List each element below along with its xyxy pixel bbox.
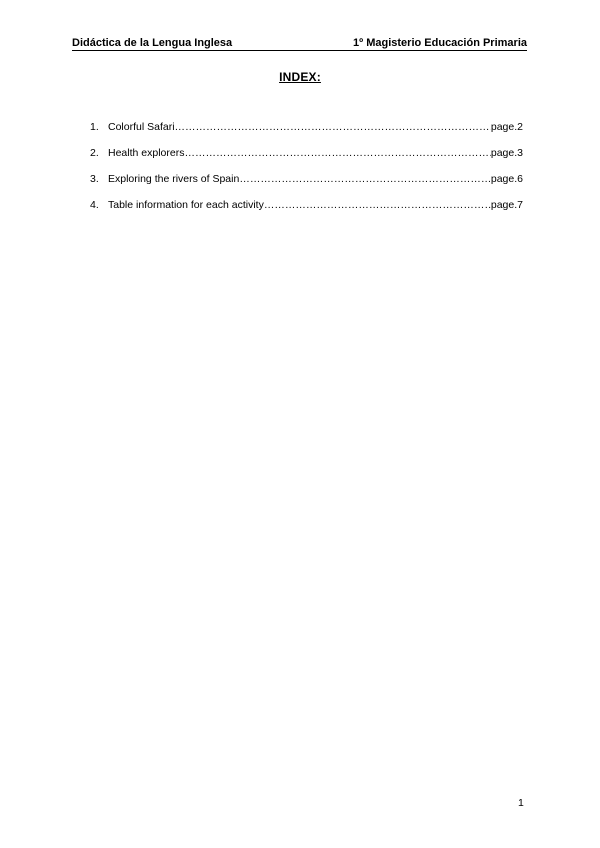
toc-item-page: page.7 <box>490 199 523 211</box>
page-number: 1 <box>518 797 524 809</box>
toc-item-page: page.3 <box>490 147 523 159</box>
toc-item-number: 2. <box>90 147 99 159</box>
toc-item <box>90 199 523 225</box>
toc-leader-dots <box>239 173 491 186</box>
toc-leader-dots <box>264 199 491 212</box>
header-course-title: Didáctica de la Lengua Inglesa <box>72 37 233 49</box>
page-header <box>72 36 527 51</box>
toc-leader-dots <box>175 121 491 134</box>
header-program-title: 1º Magisterio Educación Primaria <box>353 37 527 49</box>
toc-item-page: page.6 <box>490 173 523 185</box>
toc-item-number: 4. <box>90 199 99 211</box>
toc-item-text: Colorful Safari <box>108 121 175 133</box>
toc-item <box>90 173 523 199</box>
toc-item-text: Health explorers <box>108 147 185 159</box>
toc-item-text: Table information for each activity <box>108 199 264 211</box>
toc-item-text: Exploring the rivers of Spain <box>108 173 240 185</box>
index-title: INDEX: <box>279 70 321 84</box>
toc-item <box>90 147 523 173</box>
toc-item-number: 1. <box>90 121 99 133</box>
toc-item-page: page.2 <box>490 121 523 133</box>
table-of-contents <box>90 121 523 225</box>
toc-item <box>90 121 523 147</box>
toc-item-number: 3. <box>90 173 99 185</box>
toc-leader-dots <box>184 147 490 160</box>
